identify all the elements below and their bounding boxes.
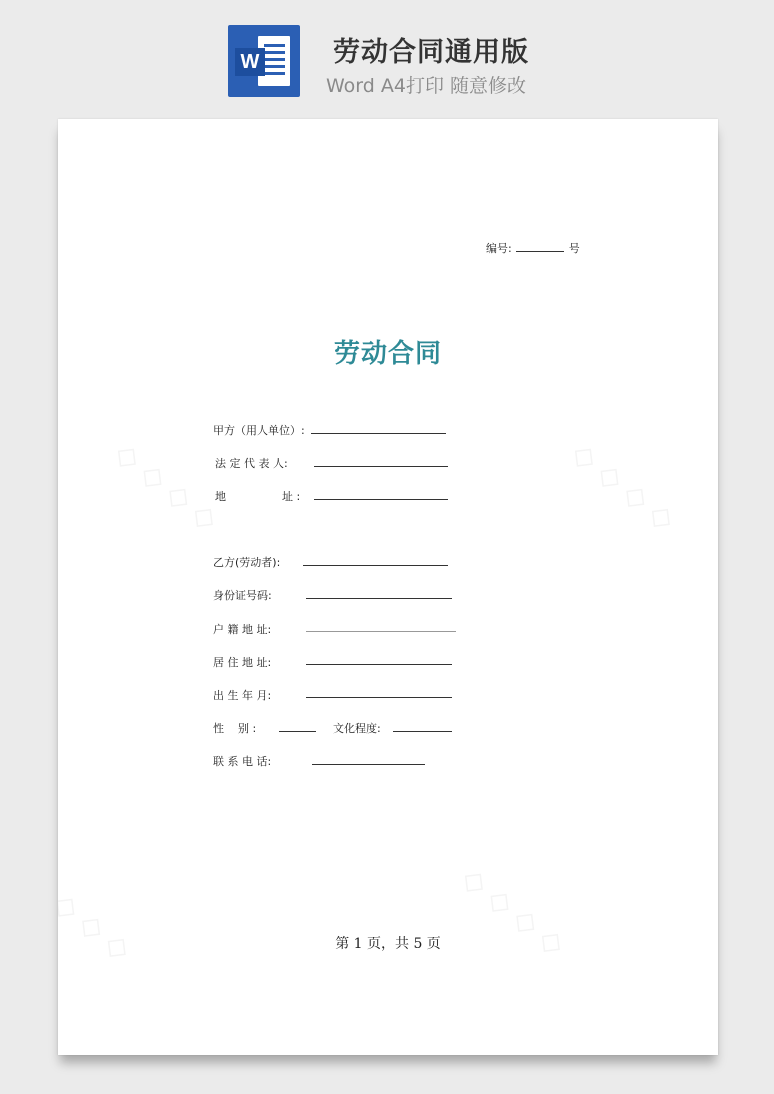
party-a-address-label-left: 地	[215, 490, 226, 503]
watermark	[565, 435, 682, 537]
party-a-name-label: 甲方（用人单位）:	[213, 424, 305, 437]
birth-date-field[interactable]	[306, 697, 452, 698]
document-page	[58, 119, 718, 1055]
residence-address-label: 居 住 地 址:	[213, 656, 272, 669]
document-number-suffix: 号	[568, 242, 580, 255]
page-footer: 第 1 页，共 5 页	[335, 936, 441, 952]
document-number-label: 编号:	[486, 242, 512, 255]
word-icon	[228, 25, 300, 97]
residence-address-field[interactable]	[306, 664, 452, 665]
word-letter: W	[235, 48, 265, 76]
hukou-address-label: 户 籍 地 址:	[213, 623, 272, 636]
preview-header	[0, 0, 774, 118]
education-field[interactable]	[393, 731, 452, 732]
header-title: 劳动合同通用版	[333, 37, 529, 68]
education-label: 文化程度:	[333, 722, 381, 735]
phone-label: 联 系 电 话:	[213, 755, 272, 768]
id-number-label: 身份证号码:	[213, 589, 272, 602]
watermark	[58, 886, 138, 968]
party-a-name-field[interactable]	[311, 433, 446, 434]
party-b-name-label: 乙方(劳动者):	[213, 556, 281, 569]
header-subtitle: Word A4打印 随意修改	[326, 75, 527, 97]
watermark	[108, 435, 225, 537]
party-a-rep-label: 法 定 代 表 人:	[215, 457, 288, 470]
document-number	[486, 240, 580, 256]
gender-field[interactable]	[279, 731, 316, 732]
party-a-rep-field[interactable]	[314, 466, 448, 467]
gender-label: 性 别 :	[213, 722, 257, 735]
hukou-address-field[interactable]	[306, 631, 456, 632]
document-number-blank[interactable]	[516, 241, 564, 252]
party-a-address-label-right: 址 :	[282, 490, 301, 503]
phone-field[interactable]	[312, 764, 425, 765]
party-b-name-field[interactable]	[303, 565, 448, 566]
id-number-field[interactable]	[306, 598, 452, 599]
birth-date-label: 出 生 年 月:	[213, 689, 272, 702]
party-a-address-field[interactable]	[314, 499, 448, 500]
document-title: 劳动合同	[333, 339, 442, 369]
